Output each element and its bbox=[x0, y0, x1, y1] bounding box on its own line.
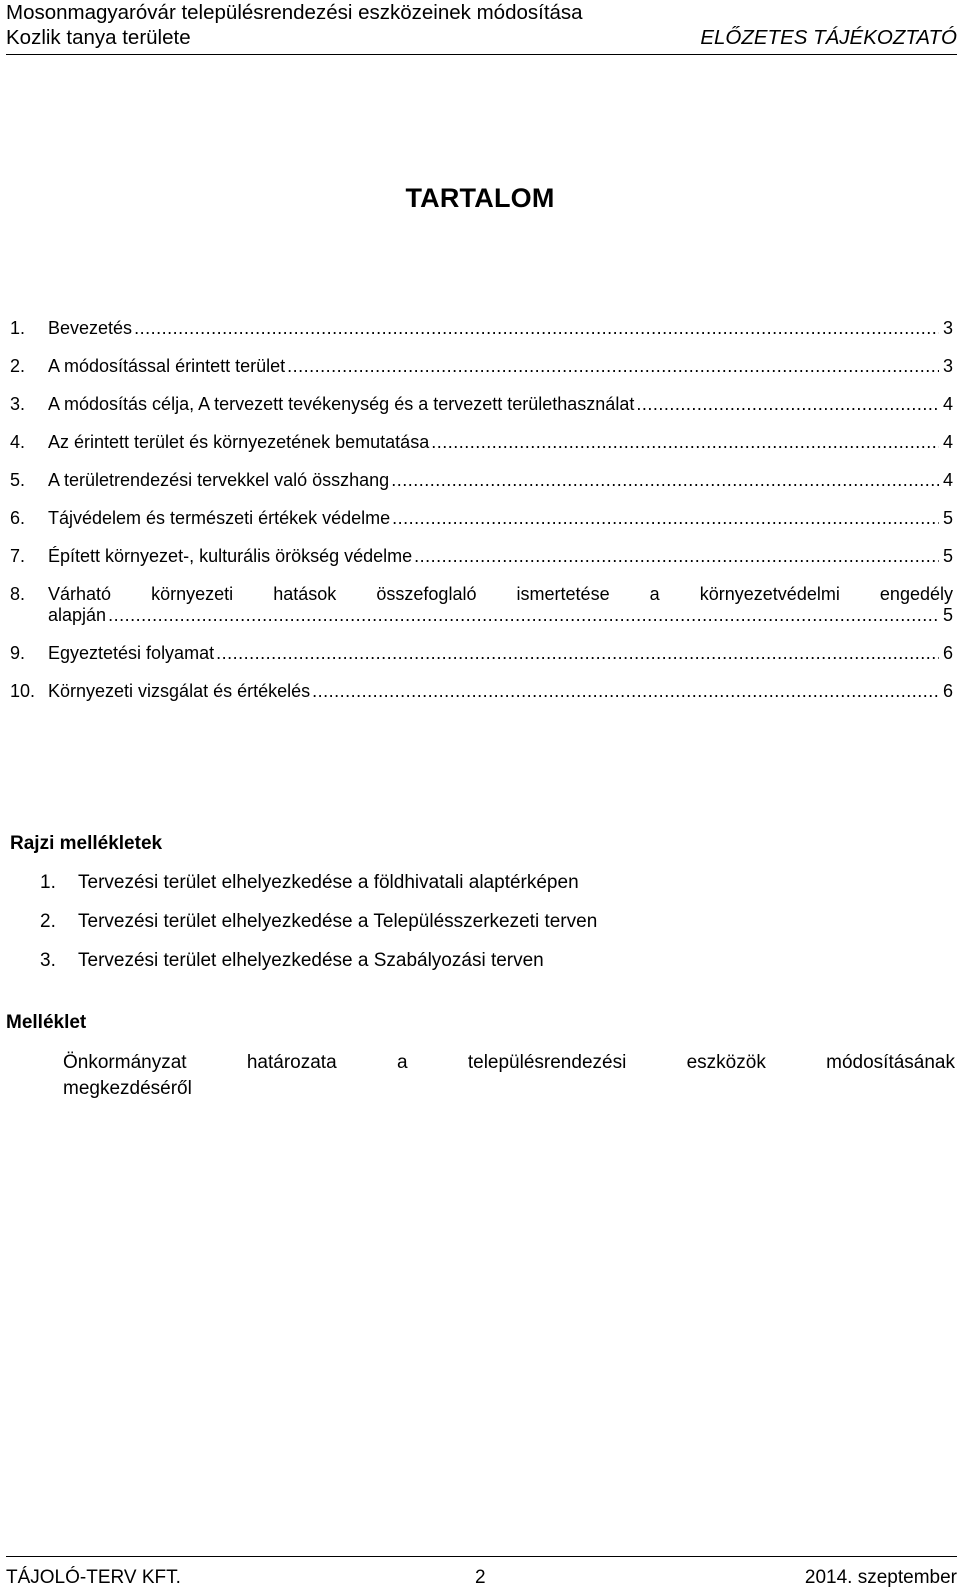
appendix-heading: Melléklet bbox=[6, 1012, 87, 1033]
toc-page: 3 bbox=[942, 318, 953, 338]
table-of-contents bbox=[10, 318, 953, 719]
toc-number: 10. bbox=[10, 681, 36, 701]
toc-leader bbox=[134, 318, 939, 339]
toc-number: 4. bbox=[10, 432, 26, 452]
toc-page: 4 bbox=[942, 470, 953, 490]
toc-number: 2. bbox=[10, 356, 26, 376]
toc-page: 6 bbox=[942, 643, 953, 663]
toc-number: 8. bbox=[10, 584, 26, 604]
toc-page: 6 bbox=[942, 681, 953, 701]
toc-entry[interactable] bbox=[10, 584, 953, 626]
toc-number: 3. bbox=[10, 394, 26, 414]
list-item-number: 3. bbox=[40, 950, 56, 971]
toc-text: Várható környezeti hatások összefoglaló ismertetése a környezetvédelmi engedély bbox=[48, 584, 953, 604]
footer-page-number: 2 bbox=[475, 1567, 486, 1588]
page-title: TARTALOM bbox=[405, 183, 555, 213]
list-item bbox=[40, 872, 940, 894]
toc-entry[interactable] bbox=[10, 470, 953, 491]
list-item-text: Tervezési terület elhelyezkedése a Településszerkezeti terven bbox=[78, 911, 598, 932]
footer-company: TÁJOLÓ-TERV KFT. bbox=[6, 1567, 181, 1588]
list-item-number: 2. bbox=[40, 911, 56, 932]
toc-text: Épített környezet-, kulturális örökség védelme bbox=[48, 546, 413, 566]
toc-leader bbox=[287, 356, 939, 377]
toc-entry[interactable] bbox=[10, 432, 953, 453]
toc-page: 4 bbox=[942, 394, 953, 414]
toc-number: 1. bbox=[10, 318, 26, 338]
toc-entry[interactable] bbox=[10, 394, 953, 415]
toc-number: 6. bbox=[10, 508, 26, 528]
toc-leader bbox=[216, 643, 939, 664]
toc-entry[interactable] bbox=[10, 356, 953, 377]
list-item-text: Tervezési terület elhelyezkedése a Szabályozási terven bbox=[78, 950, 544, 971]
toc-entry[interactable] bbox=[10, 508, 953, 529]
toc-entry[interactable] bbox=[10, 681, 953, 702]
toc-leader bbox=[431, 432, 939, 453]
toc-page: 5 bbox=[942, 508, 953, 528]
toc-leader bbox=[391, 470, 939, 491]
toc-number: 7. bbox=[10, 546, 26, 566]
footer-date: 2014. szeptember bbox=[804, 1567, 957, 1588]
toc-text: Tájvédelem és természeti értékek védelme bbox=[48, 508, 391, 528]
header-document-type: ELŐZETES TÁJÉKOZTATÓ bbox=[700, 26, 957, 49]
toc-leader bbox=[312, 681, 939, 702]
appendix-text-line2: megkezdéséről bbox=[63, 1078, 192, 1099]
toc-entry[interactable] bbox=[10, 643, 953, 664]
list-item bbox=[40, 950, 940, 972]
page-footer bbox=[6, 1556, 957, 1593]
toc-page: 3 bbox=[942, 356, 953, 376]
appendix-text bbox=[63, 1050, 955, 1102]
header-project-title: Mosonmagyaróvár településrendezési eszközeinek módosítása bbox=[6, 1, 583, 24]
toc-text-continued: alapján bbox=[48, 605, 107, 625]
toc-number: 9. bbox=[10, 643, 26, 663]
header-area-name: Kozlik tanya területe bbox=[6, 26, 191, 49]
drawings-heading: Rajzi mellékletek bbox=[10, 833, 163, 854]
toc-page: 5 bbox=[942, 546, 953, 566]
toc-text: Egyeztetési folyamat bbox=[48, 643, 215, 663]
toc-page: 5 bbox=[942, 605, 953, 625]
toc-leader bbox=[636, 394, 939, 415]
toc-text: A területrendezési tervekkel való összhang bbox=[48, 470, 390, 490]
toc-entry[interactable] bbox=[10, 318, 953, 339]
toc-text: A módosítás célja, A tervezett tevékenység és a tervezett területhasználat bbox=[48, 394, 635, 414]
toc-text: Környezeti vizsgálat és értékelés bbox=[48, 681, 311, 701]
toc-leader bbox=[414, 546, 939, 567]
list-item-number: 1. bbox=[40, 872, 56, 893]
page-header bbox=[6, 0, 957, 55]
toc-text: Bevezetés bbox=[48, 318, 133, 338]
drawings-list bbox=[40, 872, 940, 989]
toc-number: 5. bbox=[10, 470, 26, 490]
toc-page: 4 bbox=[942, 432, 953, 452]
toc-entry[interactable] bbox=[10, 546, 953, 567]
toc-text: Az érintett terület és környezetének bemutatása bbox=[48, 432, 430, 452]
toc-leader bbox=[392, 508, 939, 529]
appendix-text-line1: Önkormányzat határozata a településrendezési eszközök módosításának bbox=[63, 1052, 955, 1073]
toc-text: A módosítással érintett terület bbox=[48, 356, 286, 376]
list-item-text: Tervezési terület elhelyezkedése a földhivatali alaptérképen bbox=[78, 872, 579, 893]
toc-leader bbox=[108, 605, 939, 626]
list-item bbox=[40, 911, 940, 933]
